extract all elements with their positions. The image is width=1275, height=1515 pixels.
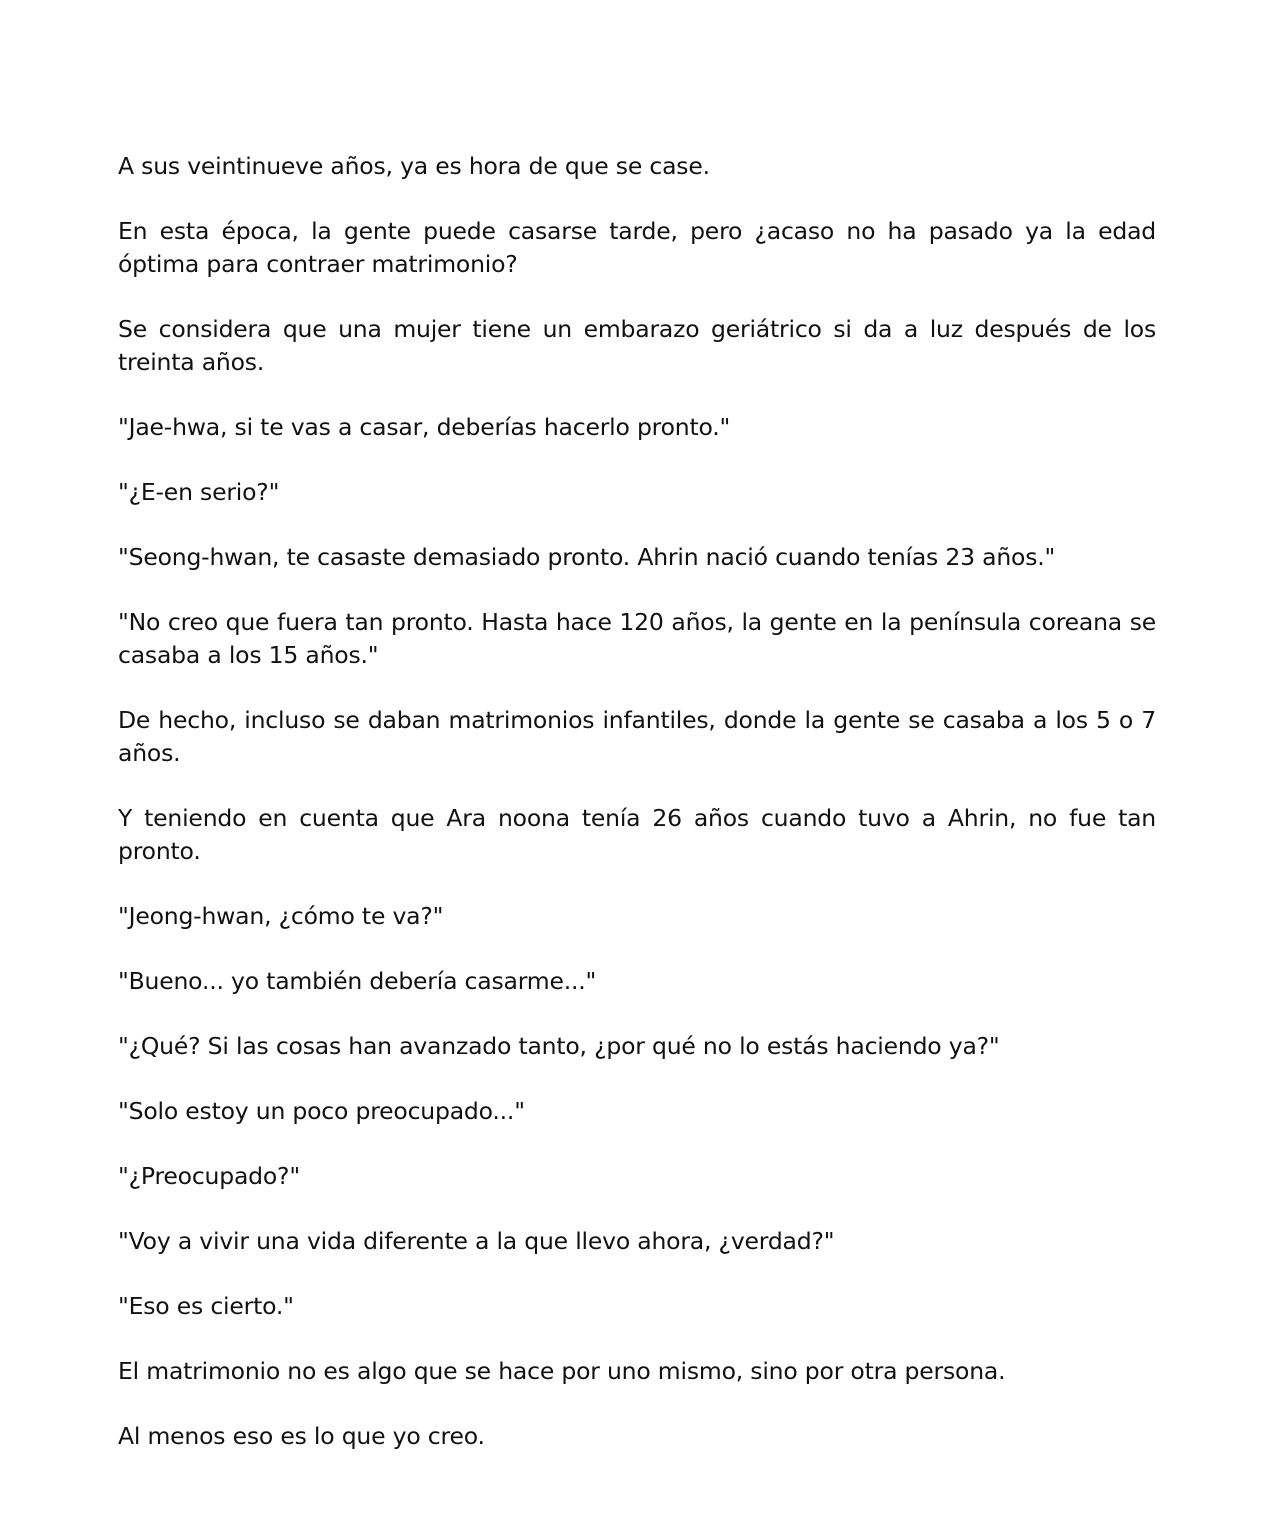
document-body [118, 150, 1156, 1485]
dialogue-line: "¿E-en serio?" [118, 478, 280, 506]
dialogue-line: "Eso es cierto." [118, 1292, 294, 1320]
dialogue-line: "¿Preocupado?" [118, 1162, 300, 1190]
paragraph: El matrimonio no es algo que se hace por uno mismo, sino por otra persona. [118, 1357, 1006, 1385]
dialogue-line: "Voy a vivir una vida diferente a la que llevo ahora, ¿verdad?" [118, 1227, 835, 1255]
dialogue-line: "Seong-hwan, te casaste demasiado pronto. Ahrin nació cuando tenías 23 años." [118, 543, 1056, 571]
paragraph: Y teniendo en cuenta que Ara noona tenía 26 años cuando tuvo a Ahrin, no fue tan pronto. [118, 804, 1156, 865]
paragraph: En esta época, la gente puede casarse tarde, pero ¿acaso no ha pasado ya la edad óptima para contraer matrimonio? [118, 217, 1156, 278]
dialogue-line: "Bueno... yo también debería casarme..." [118, 967, 597, 995]
dialogue-line: "Solo estoy un poco preocupado..." [118, 1097, 525, 1125]
paragraph: A sus veintinueve años, ya es hora de que se case. [118, 152, 710, 180]
paragraph: De hecho, incluso se daban matrimonios infantiles, donde la gente se casaba a los 5 o 7 años. [118, 706, 1156, 767]
paragraph: Se considera que una mujer tiene un embarazo geriátrico si da a luz después de los treinta años. [118, 315, 1156, 376]
dialogue-line: "No creo que fuera tan pronto. Hasta hace 120 años, la gente en la península coreana se casaba a los 15 años." [118, 608, 1156, 669]
dialogue-line: "¿Qué? Si las cosas han avanzado tanto, ¿por qué no lo estás haciendo ya?" [118, 1032, 1000, 1060]
dialogue-line: "Jeong-hwan, ¿cómo te va?" [118, 902, 444, 930]
dialogue-line: "Jae-hwa, si te vas a casar, deberías hacerlo pronto." [118, 413, 731, 441]
paragraph: Al menos eso es lo que yo creo. [118, 1422, 485, 1450]
